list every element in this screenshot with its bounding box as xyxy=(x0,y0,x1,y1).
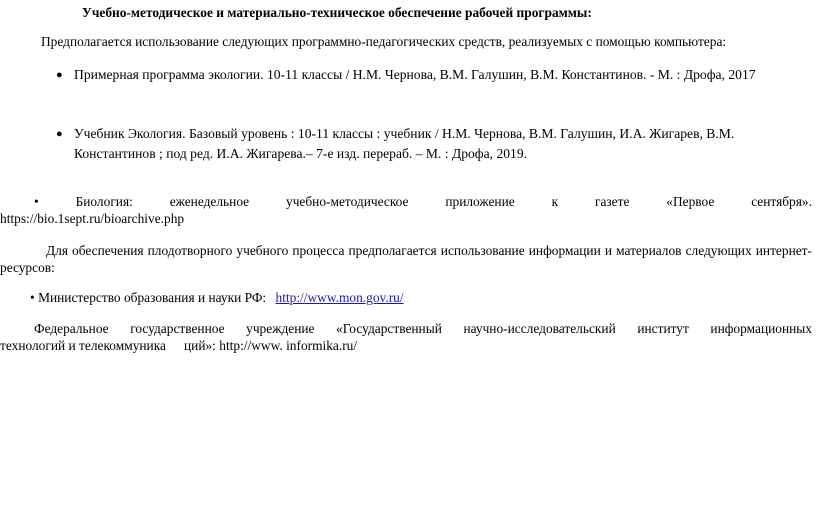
word: информационных xyxy=(710,321,812,336)
word: институт xyxy=(637,321,689,336)
word: сентября». xyxy=(751,194,812,209)
word: учреждение xyxy=(246,321,315,336)
list-item-text: Учебник Экология. Базовый уровень : 10-11 классы : учебник / Н.М. Чернова, В.М. Галушин, И.А. Жигарев, В.М. Константинов ; под ред. И.А. Жигарева.– 7-е изд. перераб. – М. : Дрофа, 2019. xyxy=(74,126,735,161)
biology-first-line xyxy=(0,193,812,210)
ministry-label: Министерство образования и науки РФ: xyxy=(38,290,267,305)
bullet-icon: • xyxy=(30,290,35,305)
biology-url: https://bio.1sept.ru/bioarchive.php xyxy=(0,211,185,226)
support-paragraph: Для обеспечения плодотворного учебного процесса предполагается использование информации и материалов следующих интернет-ресурсов: xyxy=(0,243,812,275)
bullet-icon: ● xyxy=(56,128,63,140)
word: еженедельное xyxy=(169,194,250,209)
federal-resource xyxy=(0,320,812,354)
list-item-text: Примерная программа экологии. 10-11 классы / Н.М. Чернова, В.М. Галушин, В.М. Константинов. - М. : Дрофа, 2017 xyxy=(74,67,756,82)
federal-text-part: технологий и телекоммуника xyxy=(0,338,166,353)
federal-first-line xyxy=(0,320,812,337)
bullet-icon: • xyxy=(34,194,39,209)
biology-resource xyxy=(0,193,812,227)
word: Федеральное xyxy=(34,321,109,336)
federal-text-part: ций»: http://www. informika.ru/ xyxy=(183,338,358,353)
federal-second-line xyxy=(0,337,812,354)
ministry-link[interactable]: http://www.mon.gov.ru/ xyxy=(275,290,404,305)
word: «Первое xyxy=(666,194,715,209)
list-item xyxy=(56,65,796,85)
word: «Государственный xyxy=(336,321,442,336)
word: научно-исследовательский xyxy=(463,321,616,336)
ministry-resource xyxy=(30,289,404,306)
bullet-icon: ● xyxy=(56,69,63,81)
list-item xyxy=(56,124,796,164)
intro-paragraph: Предполагается использование следующих программно-педагогических средств, реализуемых с помощью компьютера: xyxy=(41,34,727,49)
word: Биология: xyxy=(75,194,133,209)
word: к xyxy=(551,194,559,209)
word: газете xyxy=(594,194,630,209)
word: приложение xyxy=(445,194,515,209)
word: учебно-методическое xyxy=(286,194,409,209)
section-title: Учебно-методическое и материально-техническое обеспечение рабочей программы: xyxy=(82,5,592,20)
word: государственное xyxy=(130,321,225,336)
